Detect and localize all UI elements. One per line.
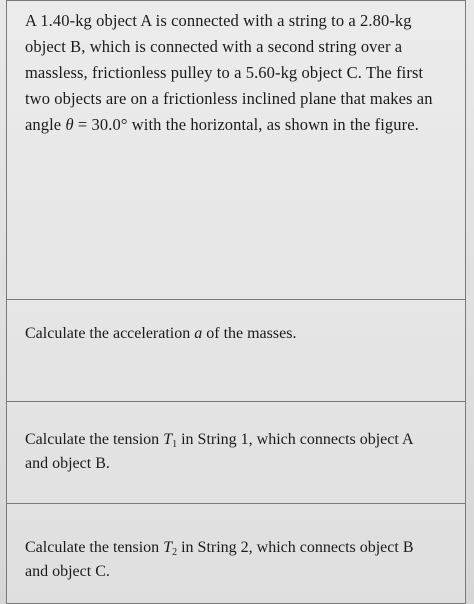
problem-line: object B, which is connected with a second string over a [25, 37, 403, 56]
tension-subscript: 2 [172, 547, 178, 558]
angle-rest: = 30.0° with the horizontal, as shown in the figure. [73, 115, 419, 134]
question-tension-1 [25, 428, 450, 476]
problem-statement [25, 8, 450, 138]
question-suffix: in String 2, which connects object B [177, 539, 414, 556]
question-acceleration [25, 322, 450, 346]
question-line: and object C. [25, 563, 110, 580]
problem-line: massless, frictionless pulley to a 5.60-kg object C. The first [25, 63, 424, 82]
question-line [25, 322, 450, 346]
tension-subscript: 1 [172, 439, 178, 450]
question-prefix: Calculate the tension [25, 539, 164, 556]
angle-prefix: angle [25, 115, 66, 134]
question-acceleration-panel [6, 300, 466, 402]
angle-symbol: θ [65, 115, 74, 134]
question-line [25, 428, 450, 452]
question-line: and object B. [25, 455, 110, 472]
question-line [25, 536, 450, 560]
tension-variable: T [163, 539, 173, 556]
problem-line: two objects are on a frictionless inclined plane that makes an [25, 89, 433, 108]
question-prefix: Calculate the acceleration [25, 325, 195, 342]
tension-variable: T [163, 431, 173, 448]
problem-line [25, 112, 450, 138]
question-prefix: Calculate the tension [25, 431, 164, 448]
question-suffix: of the masses. [202, 325, 297, 342]
problem-line: A 1.40-kg object A is connected with a string to a 2.80-kg [25, 11, 412, 30]
question-tension-2 [25, 536, 450, 584]
acceleration-variable: a [194, 325, 203, 342]
question-suffix: in String 1, which connects object A [177, 431, 414, 448]
